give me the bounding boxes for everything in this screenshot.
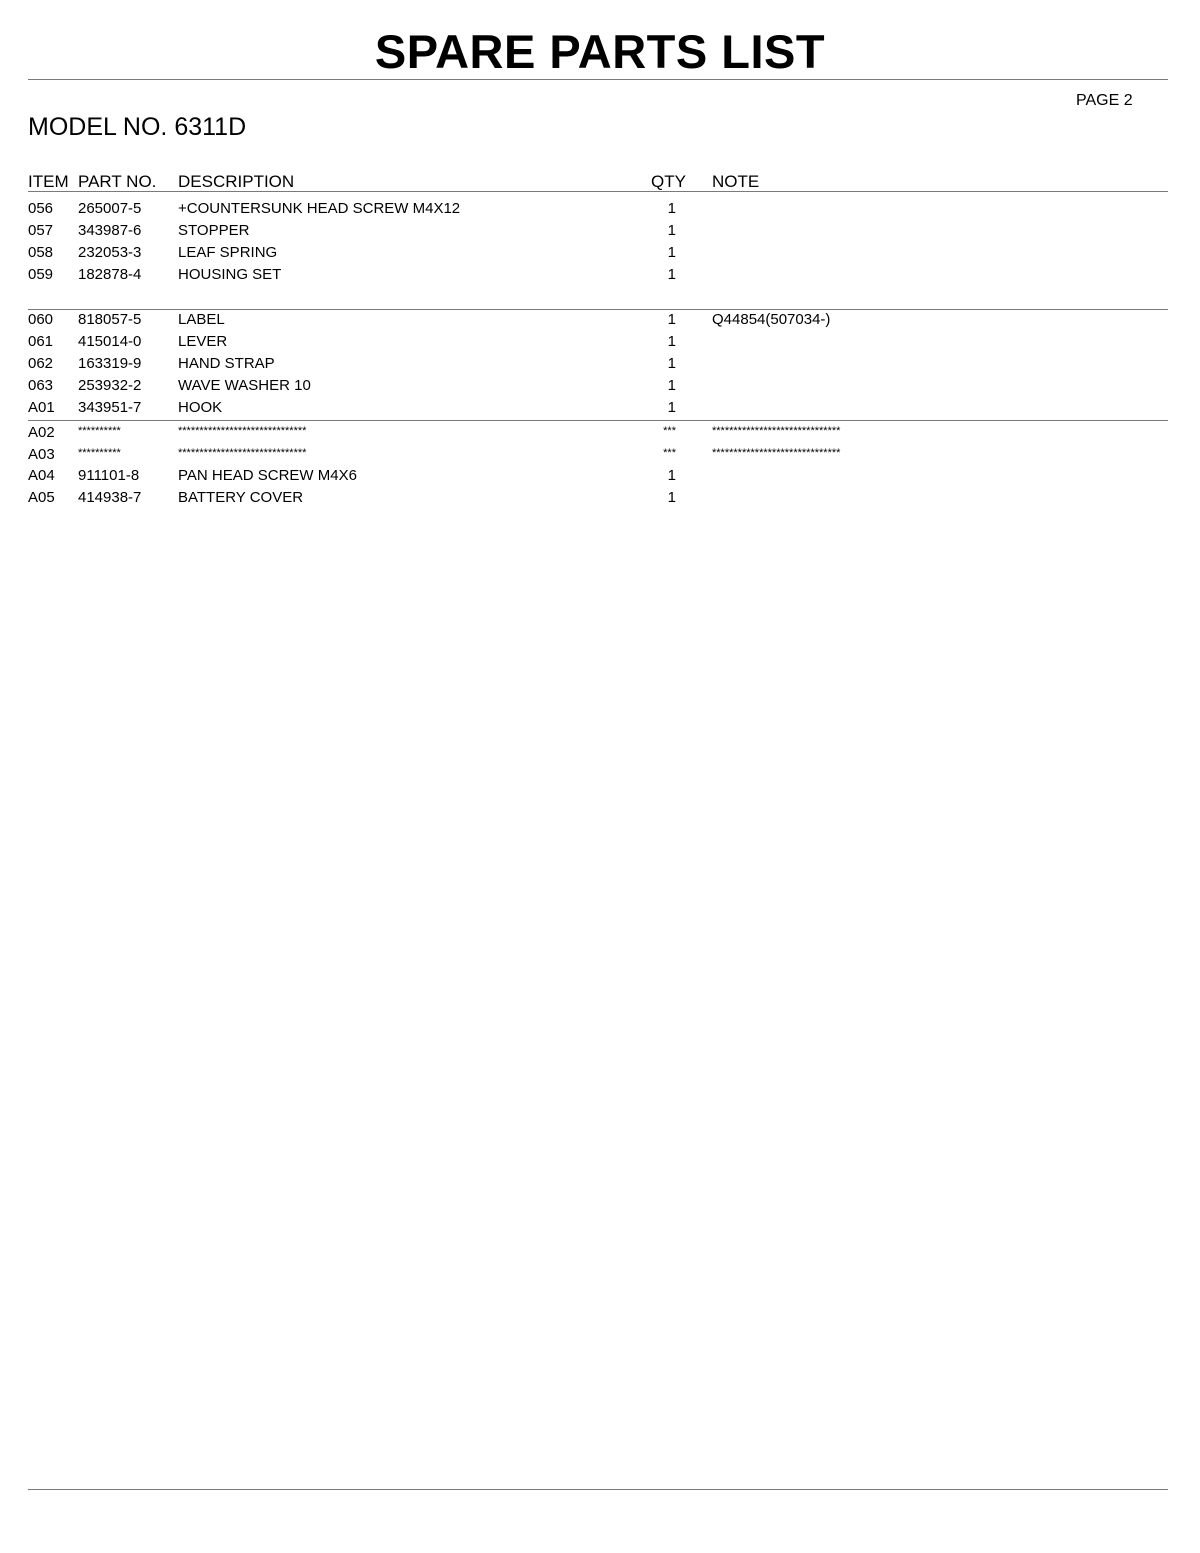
item-cell: A05 bbox=[28, 489, 55, 506]
part-no-cell: 163319-9 bbox=[78, 355, 142, 372]
part-no-cell: 265007-5 bbox=[78, 200, 142, 217]
column-header-item: ITEM bbox=[28, 172, 69, 191]
item-cell: 056 bbox=[28, 200, 54, 217]
description-cell: PAN HEAD SCREW M4X6 bbox=[178, 467, 357, 484]
note-cell: ****************************** bbox=[712, 425, 841, 437]
item-cell: 060 bbox=[28, 311, 54, 328]
qty-cell: 1 bbox=[667, 244, 676, 261]
description-cell: LEVER bbox=[178, 333, 228, 350]
qty-cell: 1 bbox=[667, 333, 676, 350]
column-header-part-no: PART NO. bbox=[78, 172, 157, 191]
part-no-cell: 911101-8 bbox=[78, 467, 140, 484]
column-header-description: DESCRIPTION bbox=[178, 172, 295, 191]
part-no-cell: 343951-7 bbox=[78, 399, 142, 416]
title-divider bbox=[28, 79, 1168, 80]
model-number: MODEL NO. 6311D bbox=[28, 113, 247, 141]
part-no-cell: 343987-6 bbox=[78, 222, 142, 239]
qty-cell: 1 bbox=[667, 467, 676, 484]
table-row bbox=[0, 399, 1200, 421]
item-cell: A02 bbox=[28, 424, 55, 441]
qty-cell: *** bbox=[663, 425, 676, 437]
qty-cell: 1 bbox=[667, 399, 676, 416]
item-cell: 057 bbox=[28, 222, 54, 239]
column-header-note: NOTE bbox=[712, 172, 760, 191]
description-cell: HAND STRAP bbox=[178, 355, 275, 372]
qty-cell: 1 bbox=[667, 222, 676, 239]
table-row bbox=[0, 467, 1200, 489]
qty-cell: *** bbox=[663, 447, 676, 459]
column-header-qty: QTY bbox=[651, 172, 686, 191]
part-no-cell: 253932-2 bbox=[78, 377, 142, 394]
group-divider bbox=[28, 309, 1168, 310]
part-no-cell: ********** bbox=[78, 447, 121, 459]
table-row bbox=[0, 424, 1200, 446]
description-cell: ****************************** bbox=[178, 447, 307, 459]
qty-cell: 1 bbox=[667, 489, 676, 506]
description-cell: ****************************** bbox=[178, 425, 307, 437]
description-cell: WAVE WASHER 10 bbox=[178, 377, 311, 394]
table-row bbox=[0, 446, 1200, 468]
qty-cell: 1 bbox=[667, 266, 676, 283]
part-no-cell: 182878-4 bbox=[78, 266, 142, 283]
page-title: SPARE PARTS LIST bbox=[374, 25, 826, 78]
header-divider bbox=[28, 191, 1168, 192]
qty-cell: 1 bbox=[667, 355, 676, 372]
item-cell: 062 bbox=[28, 355, 54, 372]
item-cell: A03 bbox=[28, 446, 55, 463]
item-cell: 063 bbox=[28, 377, 54, 394]
part-no-cell: 818057-5 bbox=[78, 311, 142, 328]
table-row bbox=[0, 311, 1200, 333]
item-cell: 059 bbox=[28, 266, 54, 283]
part-no-cell: 414938-7 bbox=[78, 489, 142, 506]
description-cell: HOUSING SET bbox=[178, 266, 282, 283]
table-row bbox=[0, 244, 1200, 266]
qty-cell: 1 bbox=[667, 377, 676, 394]
table-row bbox=[0, 355, 1200, 377]
description-cell: STOPPER bbox=[178, 222, 250, 239]
table-row bbox=[0, 266, 1200, 288]
table-row bbox=[0, 222, 1200, 244]
table-row bbox=[0, 377, 1200, 399]
page-number: PAGE 2 bbox=[1076, 92, 1133, 109]
part-no-cell: 415014-0 bbox=[78, 333, 142, 350]
qty-cell: 1 bbox=[667, 200, 676, 217]
item-cell: 058 bbox=[28, 244, 54, 261]
item-cell: A04 bbox=[28, 467, 55, 484]
part-no-cell: 232053-3 bbox=[78, 244, 142, 261]
footer-divider bbox=[28, 1489, 1168, 1490]
table-row bbox=[0, 489, 1200, 511]
description-cell: +COUNTERSUNK HEAD SCREW M4X12 bbox=[178, 200, 461, 217]
description-cell: HOOK bbox=[178, 399, 223, 416]
table-row bbox=[0, 333, 1200, 355]
group-divider bbox=[28, 420, 1168, 421]
note-cell: Q44854(507034-) bbox=[712, 311, 831, 328]
table-row bbox=[0, 200, 1200, 222]
part-no-cell: ********** bbox=[78, 425, 121, 437]
item-cell: A01 bbox=[28, 399, 55, 416]
description-cell: LABEL bbox=[178, 311, 225, 328]
item-cell: 061 bbox=[28, 333, 54, 350]
description-cell: BATTERY COVER bbox=[178, 489, 304, 506]
note-cell: ****************************** bbox=[712, 447, 841, 459]
description-cell: LEAF SPRING bbox=[178, 244, 278, 261]
qty-cell: 1 bbox=[667, 311, 676, 328]
